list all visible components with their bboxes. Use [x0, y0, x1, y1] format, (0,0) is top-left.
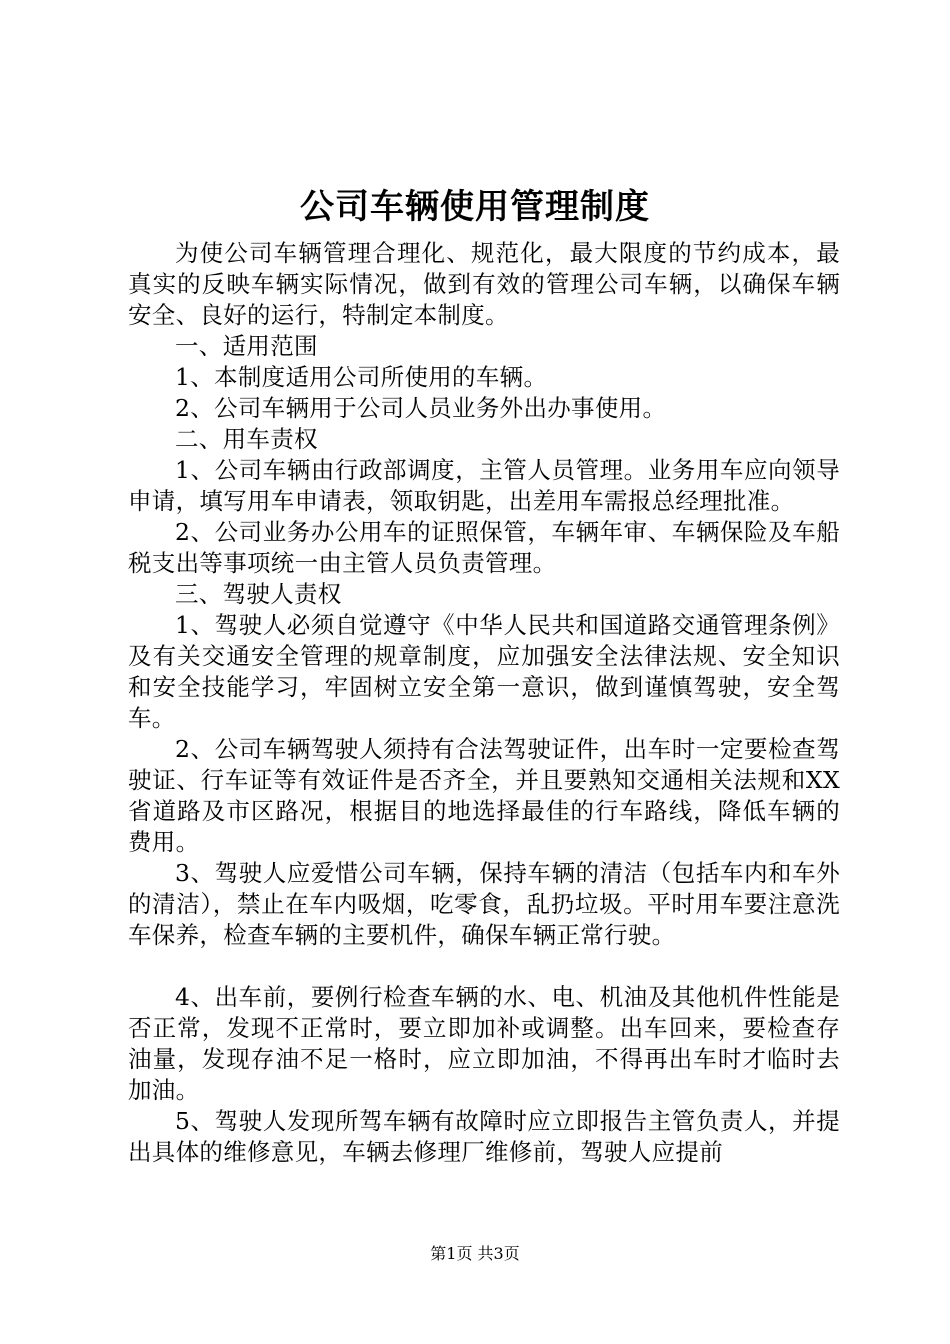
document-body — [128, 238, 840, 1168]
blank-line — [128, 951, 840, 982]
section-heading-scope: 一、适用范围 — [175, 332, 318, 360]
section-heading-usage-rights: 二、用车责权 — [175, 425, 318, 453]
driver-rights-item-3: 3、驾驶人应爱惜公司车辆，保持车辆的清洁（包括车内和车外的清洁），禁止在车内吸烟，吃零食，乱扔垃圾。平时用车要注意洗车保养，检查车辆的主要机件，确保车辆正常行驶。 — [128, 859, 840, 949]
usage-rights-item-1: 1、公司车辆由行政部调度，主管人员管理。业务用车应向领导申请，填写用车申请表，领取钥匙，出差用车需报总经理批准。 — [128, 456, 840, 515]
section-heading-driver-rights: 三、驾驶人责权 — [175, 580, 342, 608]
driver-rights-item-2: 2、公司车辆驾驶人须持有合法驾驶证件，出车时一定要检查驾驶证、行车证等有效证件是否齐全，并且要熟知交通相关法规和XX省道路及市区路况，根据目的地选择最佳的行车路线，降低车辆的费用。 — [128, 735, 840, 856]
document-title: 公司车辆使用管理制度 — [300, 187, 650, 227]
page-footer: 第1页 共3页 — [430, 1244, 520, 1263]
driver-rights-item-1: 1、驾驶人必须自觉遵守《中华人民共和国道路交通管理条例》及有关交通安全管理的规章制度，应加强安全法律法规、安全知识和安全技能学习，牢固树立安全第一意识，做到谨慎驾驶，安全驾车。 — [128, 611, 840, 732]
driver-rights-item-5: 5、驾驶人发现所驾车辆有故障时应立即报告主管负责人，并提出具体的维修意见，车辆去修理厂维修前，驾驶人应提前 — [128, 1107, 840, 1166]
usage-rights-item-2: 2、公司业务办公用车的证照保管，车辆年审、车辆保险及车船税支出等事项统一由主管人员负责管理。 — [128, 518, 840, 577]
driver-rights-item-4: 4、出车前，要例行检查车辆的水、电、机油及其他机件性能是否正常，发现不正常时，要立即加补或调整。出车回来，要检查存油量，发现存油不足一格时，应立即加油，不得再出车时才临时去加油。 — [128, 983, 840, 1104]
intro-paragraph: 为使公司车辆管理合理化、规范化，最大限度的节约成本，最真实的反映车辆实际情况，做到有效的管理公司车辆，以确保车辆安全、良好的运行，特制定本制度。 — [128, 239, 840, 329]
scope-item-2: 2、公司车辆用于公司人员业务外出办事使用。 — [175, 394, 667, 422]
scope-item-1: 1、本制度适用公司所使用的车辆。 — [175, 363, 548, 391]
